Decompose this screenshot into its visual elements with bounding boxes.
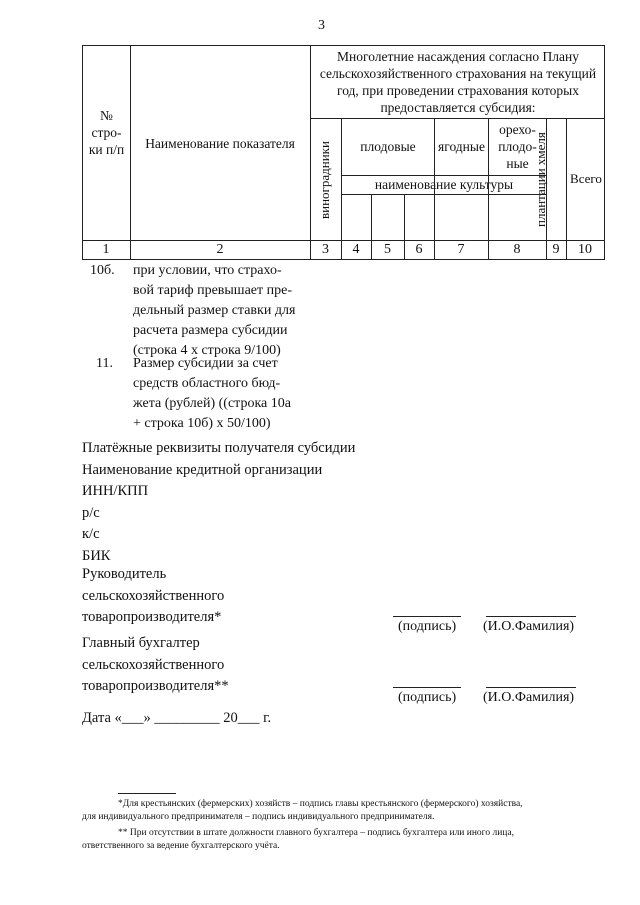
index-cell: 4 [352,242,360,257]
accountant-name-line [486,687,576,688]
index-cell: 5 [384,242,391,257]
row-11-text: Размер субсидии за счет средств областного бюд- жета (рублей) ((строка 10а + строка 10б) х 50/100) [133,356,291,431]
subsidy-table [82,45,605,260]
index-cell: 8 [513,242,521,257]
indicator-name-header: Наименование показателя [145,136,295,151]
index-cell: 9 [552,242,560,257]
footnote-1a: *Для крестьянских (фермерских) хозяйств – подпись главы крестьянского (фермерского) хозяйства, [118,799,523,809]
signature-caption: (подпись) [398,619,457,634]
index-cell: 7 [457,242,465,257]
index-cell: 1 [102,242,110,257]
head-name-line [486,616,576,617]
payment-requisites: Платёжные реквизиты получателя субсидии Наименование кредитной организации ИНН/КПП р/с к/с БИК [82,440,356,564]
name-caption: (И.О.Фамилия) [483,690,575,705]
footnote-2a: ** При отсутствии в штате должности главного бухгалтера – подпись бухгалтера или иного лица, [118,828,514,838]
index-cell: 3 [322,242,329,257]
signature-caption: (подпись) [398,690,457,705]
index-cell: 2 [216,242,224,257]
head-signature-line [393,616,461,617]
date-line: Дата «___» _________ 20___ г. [82,710,272,726]
total-header: Всего [570,171,602,186]
page-number: 3 [318,18,325,33]
vineyards-header: виноградники [317,141,332,219]
footnote-1b: для индивидуального предпринимателя – подпись индивидуального предпринимателя. [82,812,435,822]
hop-plantations-header: плантации хмеля [533,132,548,228]
crop-name-header: наименование культуры [374,177,514,192]
footnote-divider [118,793,176,794]
accountant-signature-title: Главный бухгалтер сельскохозяйственного товаропроизводителя** [82,635,229,694]
head-signature-title: Руководитель сельскохозяйственного товаропроизводителя* [82,566,225,625]
row-10b-text: при условии, что страхо- вой тариф превышает пре- дельный размер ставки для расчета размера субсидии (строка 4 х строка 9/100) [133,263,296,358]
index-cell: 10 [578,242,592,257]
perennials-group-header: Многолетние насаждения согласно Плану сельскохозяйственного страхования на текущий год, при проведении страхования которых предоставляется субсидия: [319,49,597,115]
row-number: 10б. [90,263,115,278]
index-cell: 6 [415,242,423,257]
footnote-2b: ответственного за ведение бухгалтерского учёта. [82,841,280,851]
accountant-signature-line [393,687,461,688]
nut-header: орехо- плодо- ные [498,122,537,171]
fruit-header: плодовые [360,139,416,154]
row-number: 11. [96,356,113,371]
name-caption: (И.О.Фамилия) [483,619,575,634]
berry-header: ягодные [438,139,485,154]
row-number-header: № стро- ки п/п [88,108,125,157]
